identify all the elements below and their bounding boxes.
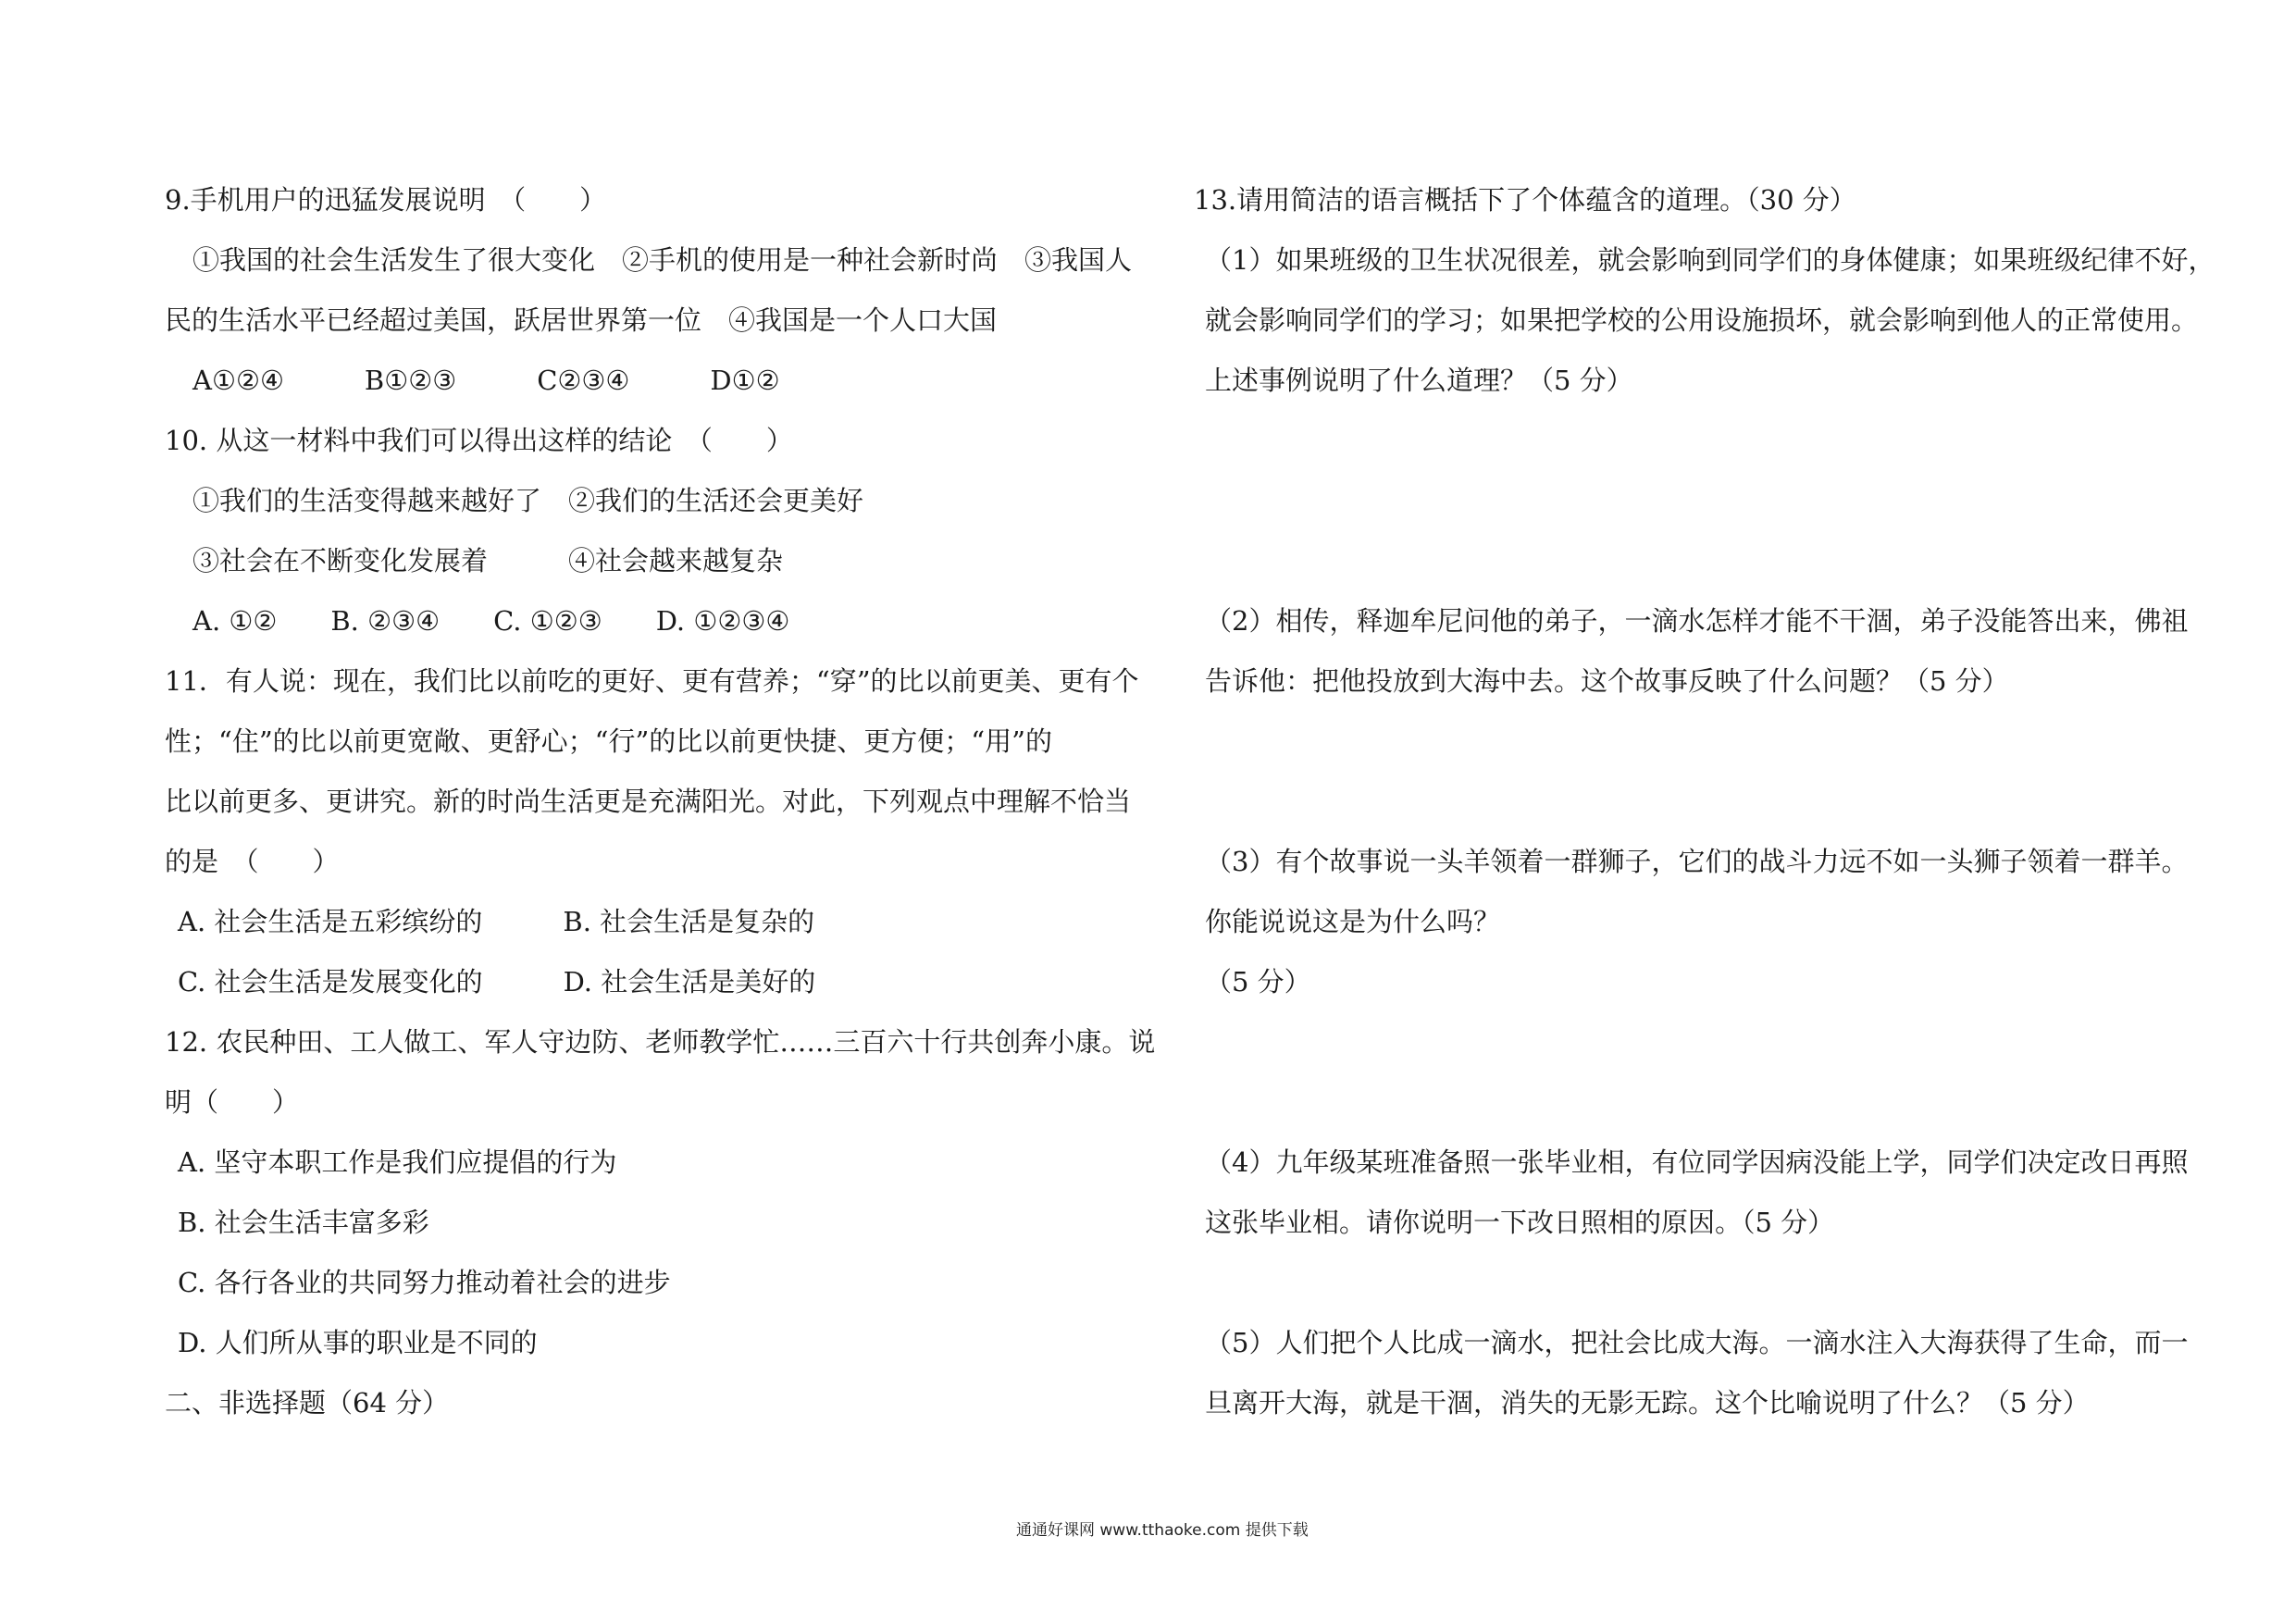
q13-part2-line2: 告诉他：把他投放到大海中去。这个故事反映了什么问题？（5 分） <box>1205 665 2009 697</box>
q12-stem-line1: 12. 农民种田、工人做工、军人守边防、老师教学忙……三百六十行共创奔小康。说 <box>165 1026 1156 1058</box>
q13-title: 13.请用简洁的语言概括下了个体蕴含的道理。（30 分） <box>1194 184 1856 216</box>
q11-stem-line1: 11．有人说：现在，我们比以前吃的更好、更有营养；“穿”的比以前更美、更有个 <box>165 665 1139 697</box>
q11-options-row1: A. 社会生活是五彩缤纷的 B. 社会生活是复杂的 <box>178 906 815 937</box>
q10-statements-line2: ③社会在不断变化发展着 ④社会越来越复杂 <box>192 545 784 576</box>
q9-statements-line2: 民的生活水平已经超过美国，跃居世界第一位 ④我国是一个人口大国 <box>165 304 998 336</box>
q10-statements-line1: ①我们的生活变得越来越好了 ②我们的生活还会更美好 <box>192 485 864 516</box>
q13-part1-line3: 上述事例说明了什么道理？（5 分） <box>1205 365 1633 396</box>
q13-part5-line2: 旦离开大海，就是干涸，消失的无影无踪。这个比喻说明了什么？（5 分） <box>1205 1387 2090 1419</box>
q12-option-c: C. 各行各业的共同努力推动着社会的进步 <box>178 1267 671 1298</box>
q13-part3-line3: （5 分） <box>1205 966 1311 997</box>
q12-stem-line2: 明（ ） <box>165 1086 300 1118</box>
q9-options: A①②④ B①②③ C②③④ D①② <box>192 365 780 396</box>
q11-stem-line2: 性；“住”的比以前更宽敞、更舒心；“行”的比以前更快捷、更方便；“用”的 <box>165 725 1052 757</box>
q13-part4-line1: （4）九年级某班准备照一张毕业相，有位同学因病没能上学，同学们决定改日再照 <box>1205 1146 2189 1178</box>
q13-part3-line1: （3）有个故事说一头羊领着一群狮子，它们的战斗力远不如一头狮子领着一群羊。 <box>1205 846 2189 877</box>
q13-part1-line2: 就会影响同学们的学习；如果把学校的公用设施损坏，就会影响到他人的正常使用。 <box>1205 304 2199 336</box>
q13-part2-line1: （2）相传，释迦牟尼问他的弟子，一滴水怎样才能不干涸，弟子没能答出来，佛祖 <box>1205 605 2189 637</box>
q13-part1-line1: （1）如果班级的卫生状况很差，就会影响到同学们的身体健康；如果班级纪律不好， <box>1205 244 2215 276</box>
q11-stem-line3: 比以前更多、更讲究。新的时尚生活更是充满阳光。对此，下列观点中理解不恰当 <box>165 786 1132 817</box>
q13-part5-line1: （5）人们把个人比成一滴水，把社会比成大海。一滴水注入大海获得了生命，而一 <box>1205 1327 2189 1358</box>
q12-option-a: A. 坚守本职工作是我们应提倡的行为 <box>178 1146 617 1178</box>
q11-stem-line4: 的是 （ ） <box>165 846 340 877</box>
q10-options: A. ①② B. ②③④ C. ①②③ D. ①②③④ <box>192 605 790 637</box>
footer-source: 通通好课网 www.tthaoke.com 提供下载 <box>1016 1521 1309 1540</box>
q9-statements-line1: ①我国的社会生活发生了很大变化 ②手机的使用是一种社会新时尚 ③我国人 <box>192 244 1133 276</box>
q12-option-b: B. 社会生活丰富多彩 <box>178 1207 429 1238</box>
q13-part4-line2: 这张毕业相。请你说明一下改日照相的原因。（5 分） <box>1205 1207 1835 1238</box>
q10-stem: 10. 从这一材料中我们可以得出这样的结论 （ ） <box>165 425 793 456</box>
q11-options-row2: C. 社会生活是发展变化的 D. 社会生活是美好的 <box>178 966 816 997</box>
q13-part3-line2: 你能说说这是为什么吗？ <box>1205 906 1501 937</box>
section-two-heading: 二、非选择题（64 分） <box>165 1387 450 1419</box>
q12-option-d: D. 人们所从事的职业是不同的 <box>178 1327 538 1358</box>
q9-stem: 9.手机用户的迅猛发展说明 （ ） <box>165 184 607 216</box>
